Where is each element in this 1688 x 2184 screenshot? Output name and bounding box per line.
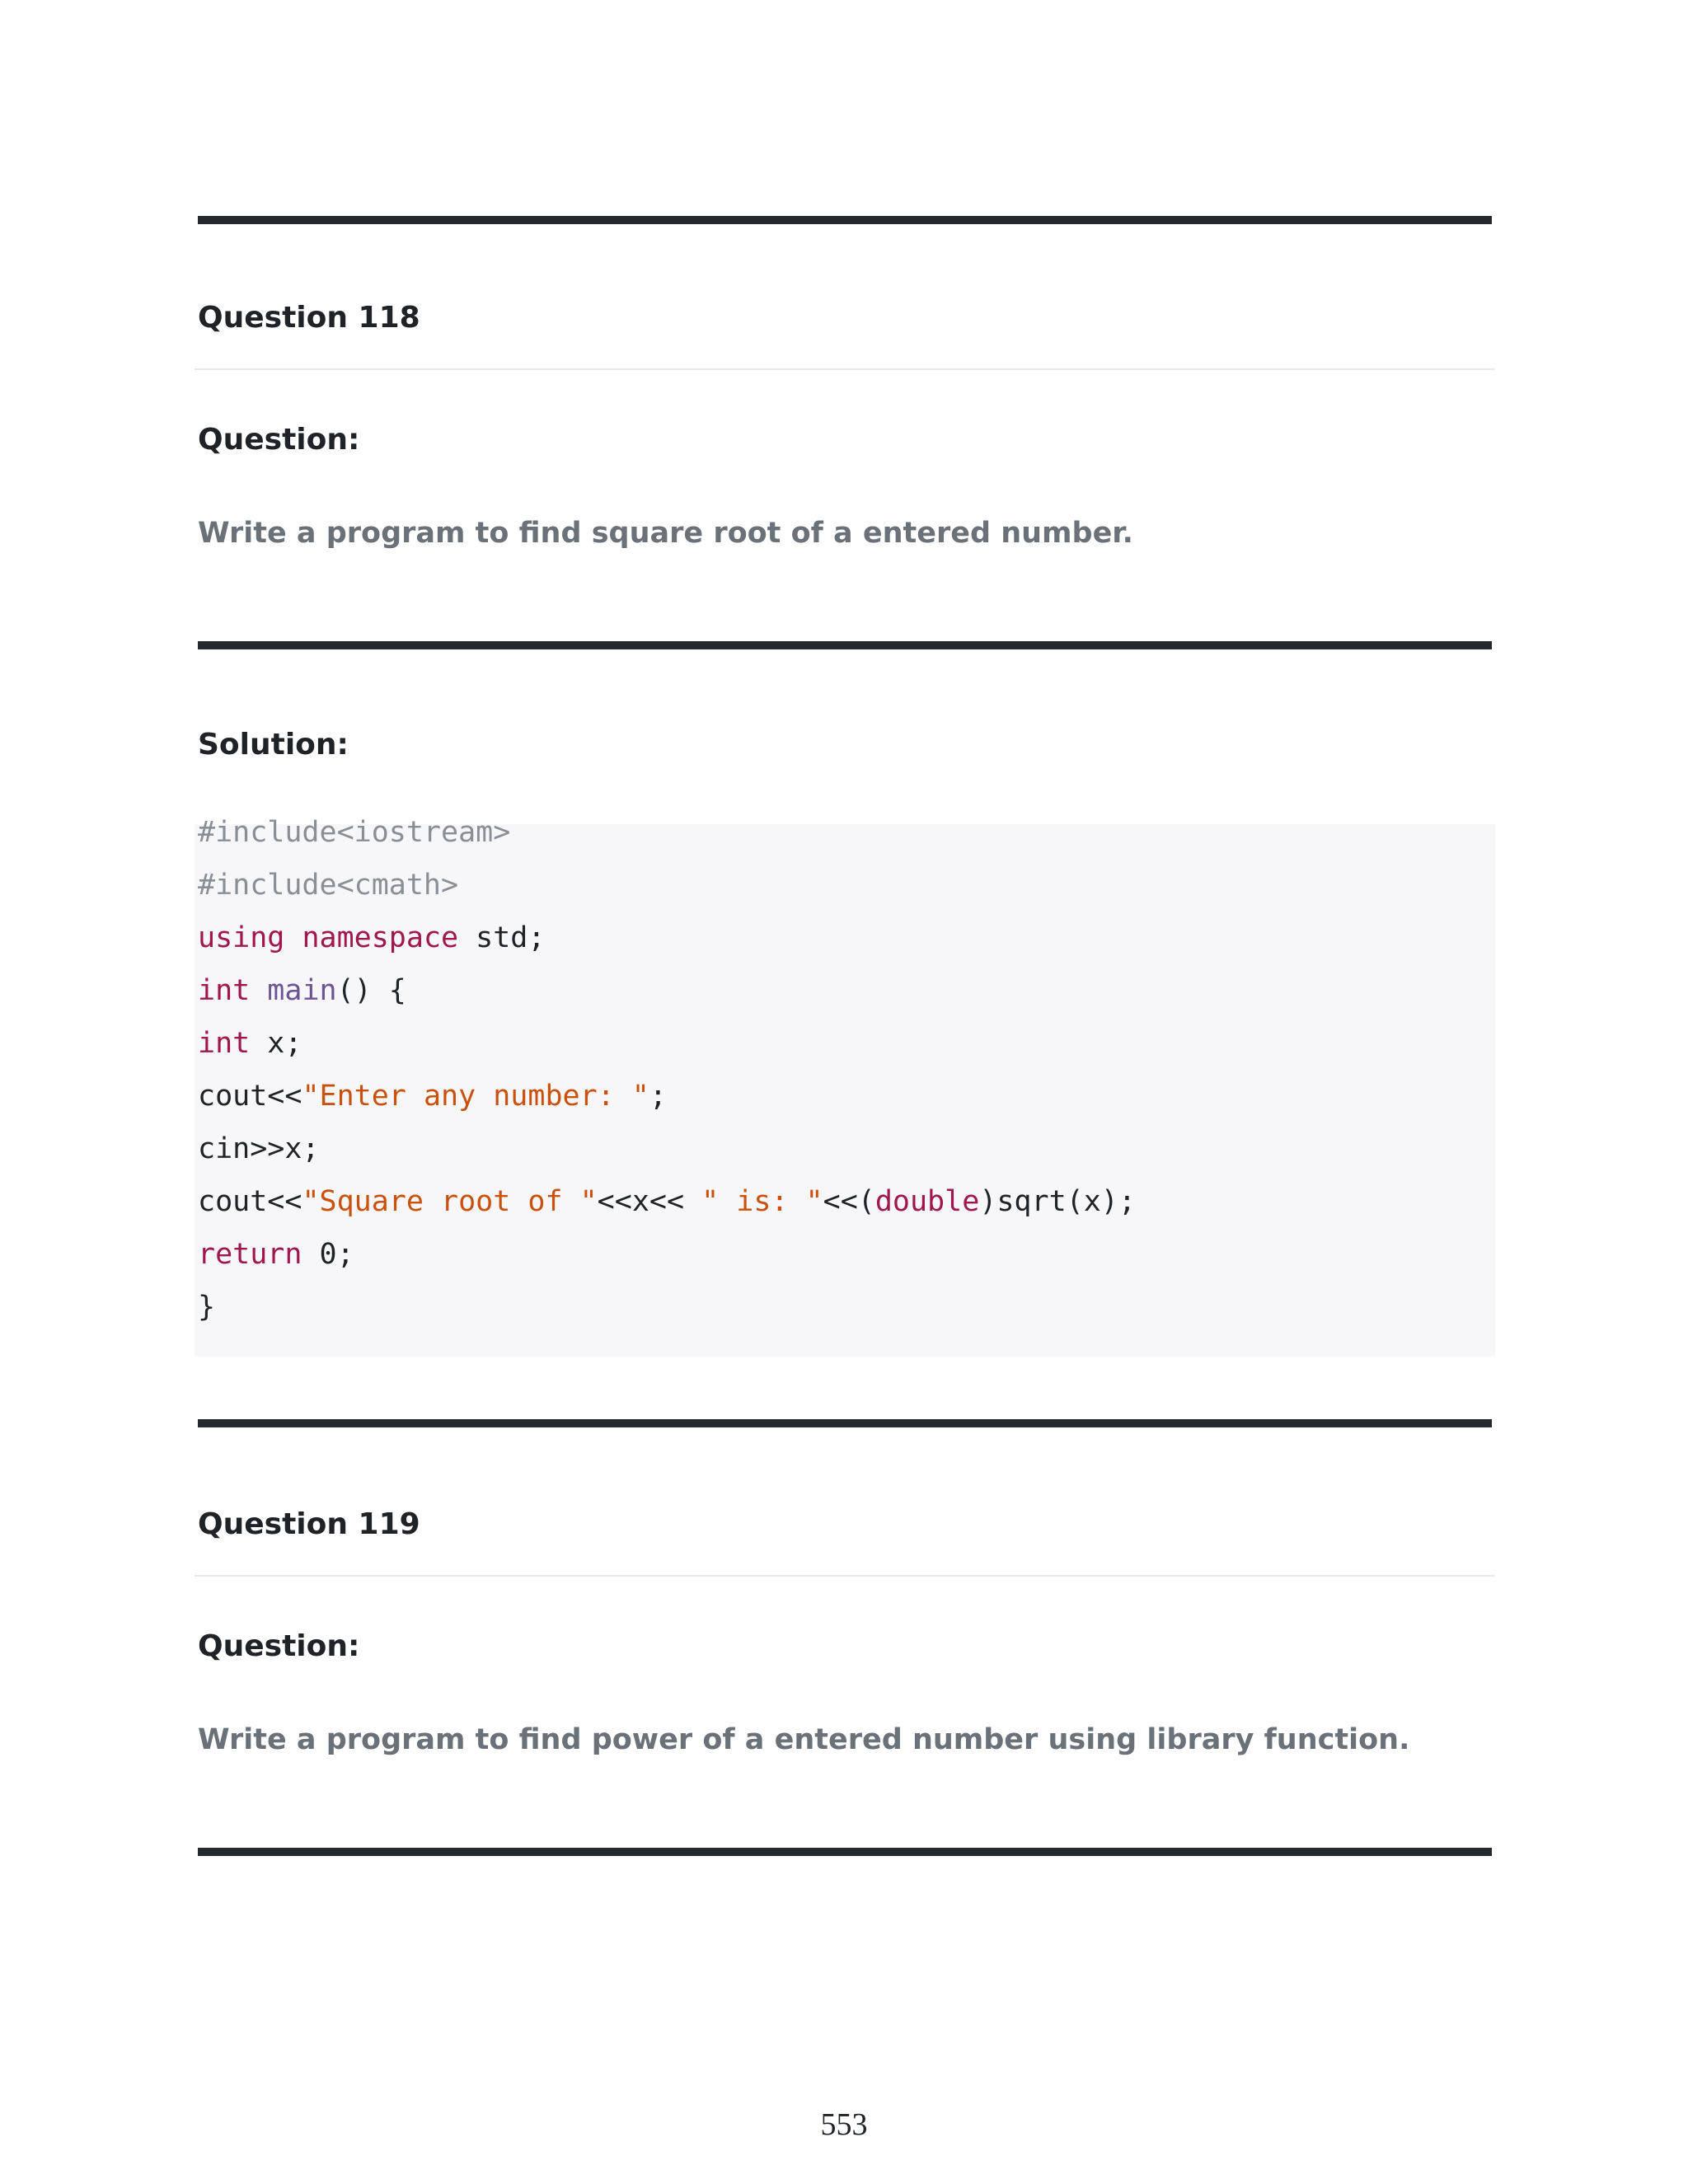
code-text: x; [250, 1027, 302, 1060]
code-text: std; [458, 921, 546, 954]
number-token: 0 [302, 1238, 337, 1271]
code-line-7 [198, 1131, 320, 1167]
section-divider [198, 1419, 1492, 1427]
code-text: ; [336, 1238, 354, 1271]
page-number: 553 [820, 2107, 868, 2142]
code-text: )sqrt(x); [979, 1185, 1136, 1218]
keyword-token: return [198, 1238, 302, 1271]
code-text: cout<< [198, 1185, 302, 1218]
code-line-1 [198, 814, 510, 851]
keyword-token: using [198, 921, 285, 954]
code-line-5 [198, 1025, 302, 1062]
string-token: "Enter any number: " [302, 1080, 649, 1113]
keyword-token: namespace [302, 921, 459, 954]
question-118-label: Question: [198, 423, 360, 457]
string-token: " is: " [701, 1185, 823, 1218]
question-119-title: Question 119 [198, 1507, 420, 1541]
string-token: "Square root of " [302, 1185, 598, 1218]
keyword-token: int [198, 974, 251, 1007]
code-line-6 [198, 1078, 667, 1114]
code-line-3 [198, 920, 545, 956]
code-text: cin>>x; [198, 1132, 320, 1165]
preprocessor-token: #include<cmath> [198, 869, 459, 902]
function-name-token: main [267, 974, 337, 1007]
code-line-2 [198, 867, 458, 903]
code-line-4 [198, 972, 406, 1009]
code-text: <<x<< [597, 1185, 702, 1218]
code-text: () { [336, 974, 406, 1007]
question-118-text: Write a program to find square root of a entered number. [198, 517, 1133, 550]
code-line-9 [198, 1236, 354, 1272]
question-119-label: Question: [198, 1629, 360, 1663]
section-divider [198, 641, 1492, 649]
code-text: ; [649, 1080, 667, 1113]
section-divider [198, 216, 1492, 224]
section-divider [198, 1848, 1492, 1856]
question-119-text: Write a program to find power of a entered number using library function. [198, 1723, 1410, 1756]
code-line-8 [198, 1183, 1136, 1220]
keyword-token: double [874, 1185, 980, 1218]
solution-label: Solution: [198, 728, 349, 762]
preprocessor-token: #include<iostream> [198, 816, 511, 849]
title-underline [195, 1575, 1495, 1577]
keyword-token: int [198, 1027, 251, 1060]
title-underline [195, 368, 1495, 370]
code-text: } [198, 1291, 216, 1324]
code-text: <<( [823, 1185, 875, 1218]
question-118-title: Question 118 [198, 301, 420, 335]
code-line-10 [198, 1289, 215, 1325]
code-text: cout<< [198, 1080, 302, 1113]
